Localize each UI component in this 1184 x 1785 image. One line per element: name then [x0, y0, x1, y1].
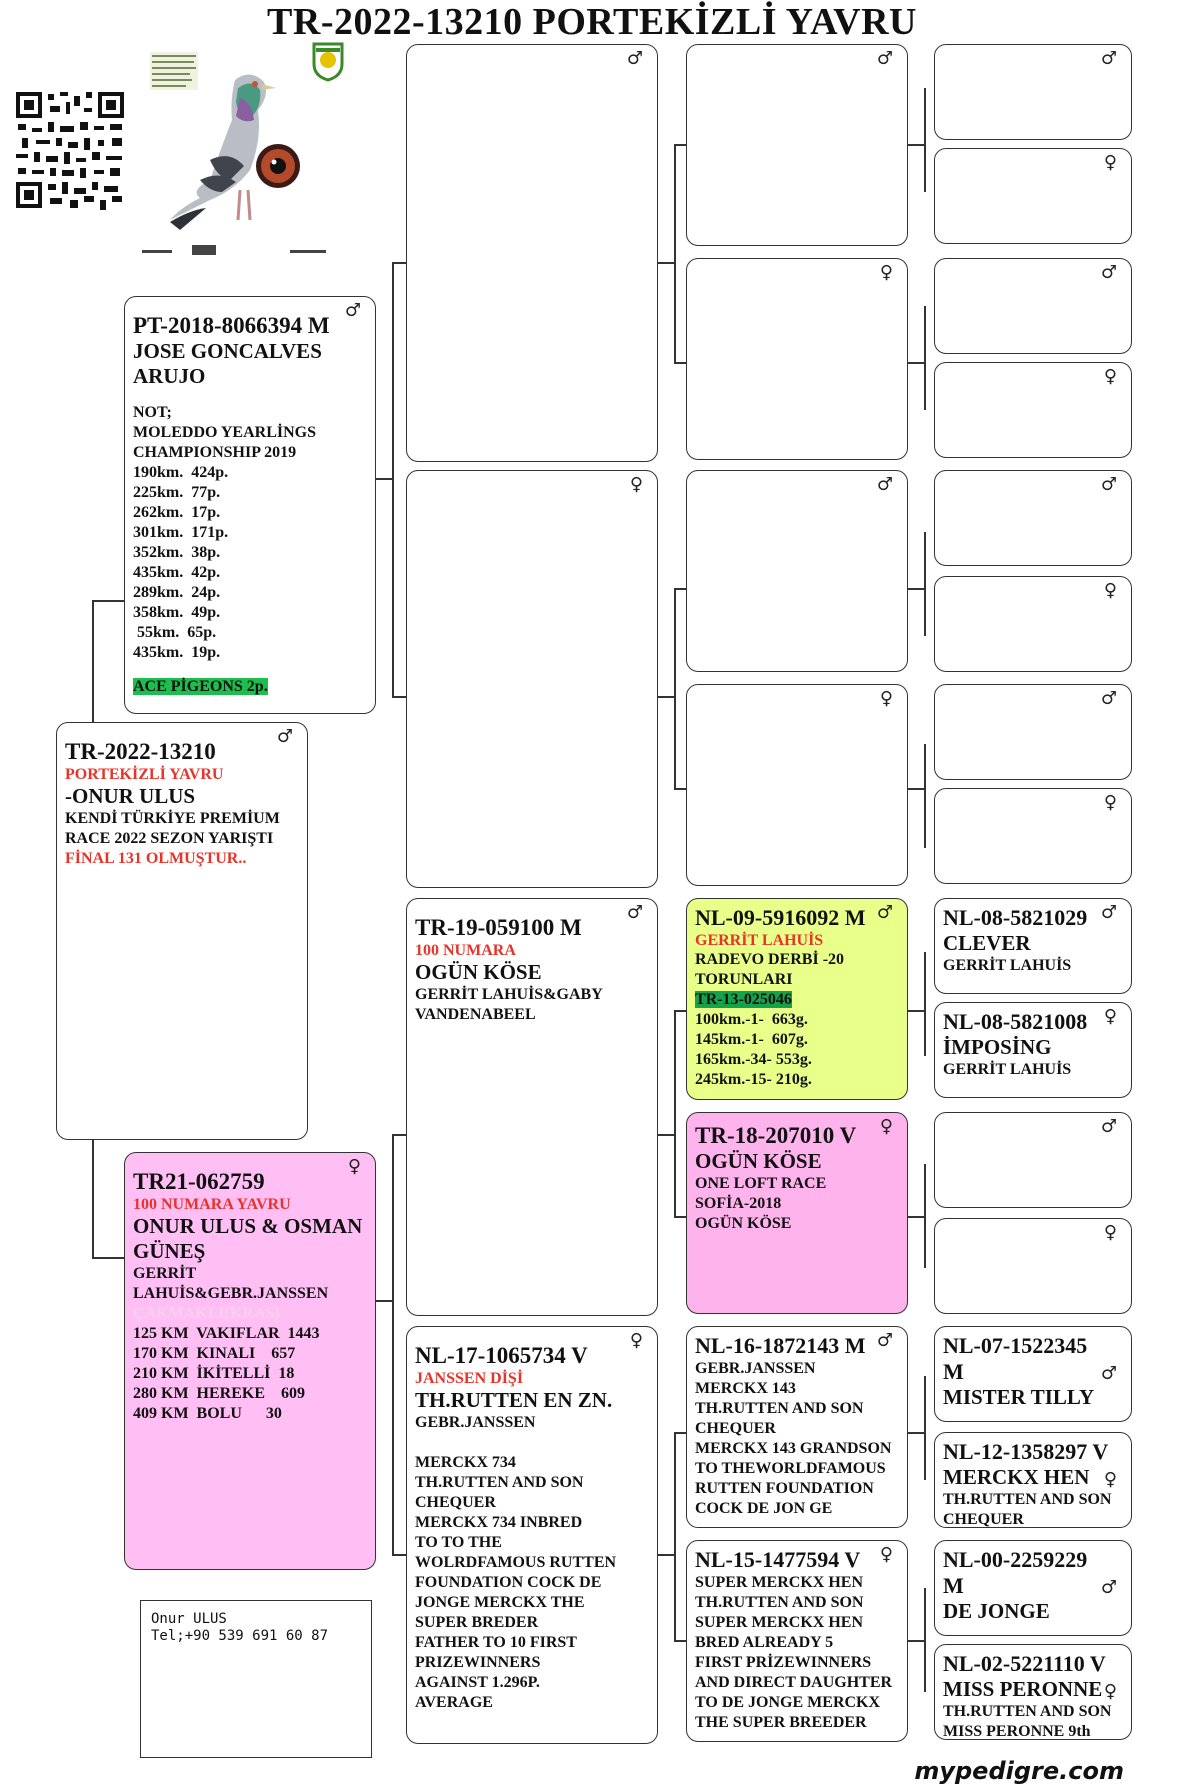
gen4-card-6	[934, 576, 1132, 672]
female-icon: ♀	[879, 262, 893, 283]
dam-dam-red: JANSSEN DİŞİ	[415, 1370, 524, 1387]
gen3-card-6	[686, 1112, 908, 1314]
gen4-10-info: GERRİT LAHUİS	[943, 1061, 1072, 1078]
female-icon: ♀	[1103, 366, 1117, 387]
female-icon: ♀	[1103, 792, 1117, 813]
gen4-card-9	[934, 898, 1132, 994]
sire-sire-card	[406, 44, 658, 462]
gen4-15-name: DE JONGE	[943, 1599, 1050, 1623]
gen4-card-8	[934, 788, 1132, 884]
gen4-card-16	[934, 1644, 1132, 1740]
gen4-card-5	[934, 470, 1132, 566]
sire-name: JOSE GONCALVES ARUJO	[133, 339, 322, 388]
gen4-16-info: TH.RUTTEN AND SON MISS PERONNE 9th	[943, 1703, 1112, 1740]
footer-brand[interactable]: mypedigre.com	[914, 1757, 1124, 1785]
gen4-15-ring: NL-00-2259229 M	[943, 1547, 1088, 1598]
female-icon: ♀	[1103, 152, 1117, 173]
gen3-5-info2: 100km.-1- 663g. 145km.-1- 607g. 165km.-34- 553g. 245km.-15- 210g.	[695, 1011, 812, 1088]
gen3-5-info1: RADEVO DERBİ -20 TORUNLARI	[695, 951, 845, 988]
gen4-card-7	[934, 684, 1132, 780]
female-icon: ♀	[879, 1544, 893, 1565]
male-icon: ♂	[276, 726, 293, 747]
gen3-7-ring: NL-16-1872143 M	[695, 1333, 866, 1358]
female-icon: ♀	[879, 1116, 893, 1137]
subject-red-label: PORTEKİZLİ YAVRU	[65, 766, 224, 783]
gen3-6-name: OGÜN KÖSE	[695, 1149, 822, 1173]
gen3-card-2	[686, 258, 908, 460]
gen3-card-3	[686, 470, 908, 672]
gen4-card-14	[934, 1432, 1132, 1528]
gen3-card-1	[686, 44, 908, 246]
gen4-9-name: CLEVER	[943, 931, 1031, 955]
gen4-card-11	[934, 1112, 1132, 1208]
gen4-card-10	[934, 1002, 1132, 1098]
male-icon: ♂	[1100, 1363, 1117, 1384]
dam-sire-ring: TR-19-059100 M	[415, 915, 582, 940]
sire-ring: PT-2018-8066394 M	[133, 313, 330, 338]
sire-dam-card	[406, 470, 658, 888]
male-icon: ♂	[876, 902, 893, 923]
dam-dam-ring: NL-17-1065734 V	[415, 1343, 588, 1368]
subject-final: FİNAL 131 OLMUŞTUR..	[65, 850, 247, 867]
gen4-16-ring: NL-02-5221110 V	[943, 1651, 1106, 1676]
gen4-card-13	[934, 1326, 1132, 1422]
gen4-13-name: MISTER TILLY	[943, 1385, 1095, 1409]
dam-results: 125 KM VAKIFLAR 1443 170 KM KINALI 657 210 KM İKİTELLİ 18 280 KM HEREKE 609 409 KM BOLU 30	[133, 1325, 320, 1422]
dam-red-label: 100 NUMARA YAVRU	[133, 1196, 291, 1213]
gen4-card-4	[934, 362, 1132, 458]
female-icon: ♀	[629, 474, 643, 495]
male-icon: ♂	[1100, 1116, 1117, 1137]
female-icon: ♀	[347, 1156, 361, 1177]
gen3-8-info: SUPER MERCKX HEN TH.RUTTEN AND SON SUPER MERCKX HEN BRED ALREADY 5 FIRST PRİZEWINNERS AND DIRECT DAUGHTER TO DE JONGE MERCKX THE SUPER BREEDER	[695, 1574, 893, 1731]
male-icon: ♂	[626, 902, 643, 923]
gen4-card-12	[934, 1218, 1132, 1314]
male-icon: ♂	[1100, 688, 1117, 709]
gen4-16-name: MISS PERONNE	[943, 1677, 1103, 1701]
dam-sire-card	[406, 898, 658, 1316]
gen3-5-red: GERRİT LAHUİS	[695, 932, 824, 949]
male-icon: ♂	[1100, 48, 1117, 69]
dam-dam-info: GEBR.JANSSEN MERCKX 734 TH.RUTTEN AND SON CHEQUER MERCKX 734 INBRED TO TO THE WOLRDFAMOUS RUTTEN FOUNDATION COCK DE JONGE MERCKX THE SUPER BREDER FATHER TO 10 FIRST PRIZEWINNERS AGAINST 1.296P. AVERAGE	[415, 1414, 617, 1711]
dam-dam-card	[406, 1326, 658, 1744]
sire-card	[124, 296, 376, 714]
sire-highlight: ACE PİGEONS 2p.	[133, 678, 268, 695]
gen3-6-ring: TR-18-207010 V	[695, 1123, 857, 1148]
dam-sire-name: OGÜN KÖSE	[415, 960, 542, 984]
gen4-10-ring: NL-08-5821008	[943, 1009, 1088, 1034]
male-icon: ♂	[876, 1330, 893, 1351]
dam-ring: TR21-062759	[133, 1169, 265, 1194]
gen4-14-info: TH.RUTTEN AND SON CHEQUER	[943, 1491, 1112, 1528]
female-icon: ♀	[1103, 1006, 1117, 1027]
gen3-6-info: ONE LOFT RACE SOFİA-2018 OGÜN KÖSE	[695, 1175, 827, 1232]
subject-card	[56, 722, 308, 1140]
qr-code-icon	[14, 88, 126, 214]
sire-info: NOT; MOLEDDO YEARLİNGS CHAMPIONSHIP 2019 190km. 424p. 225km. 77p. 262km. 17p. 301km. 171p. 352km. 38p. 435km. 42p. 289km. 24p. 358km. 49p. 55km. 65p. 435km. 19p.	[133, 404, 316, 661]
gen4-card-3	[934, 258, 1132, 354]
gen3-card-5	[686, 898, 908, 1100]
gen4-card-1	[934, 44, 1132, 140]
dam-sire-red: 100 NUMARA	[415, 942, 516, 959]
dam-card	[124, 1152, 376, 1570]
gen4-10-name: İMPOSİNG	[943, 1035, 1052, 1059]
subject-name: -ONUR ULUS	[65, 784, 196, 808]
dam-sire-info: GERRİT LAHUİS&GABY VANDENABEEL	[415, 986, 603, 1023]
club-logo-icon	[310, 40, 346, 82]
gen4-card-15	[934, 1540, 1132, 1636]
gen3-7-info: GEBR.JANSSEN MERCKX 143 TH.RUTTEN AND SON CHEQUER MERCKX 143 GRANDSON TO THEWORLDFAMOUS RUTTEN FOUNDATION COCK DE JON GE	[695, 1360, 892, 1517]
female-icon: ♀	[1103, 1681, 1117, 1702]
page-title: TR-2022-13210 PORTEKİZLİ YAVRU	[267, 1, 917, 43]
male-icon: ♂	[344, 300, 361, 321]
gen4-14-ring: NL-12-1358297 V	[943, 1439, 1109, 1464]
male-icon: ♂	[1100, 1577, 1117, 1598]
gen3-card-7	[686, 1326, 908, 1528]
male-icon: ♂	[876, 474, 893, 495]
dam-info: GERRİT LAHUİS&GEBR.JANSSEN	[133, 1265, 329, 1302]
male-icon: ♂	[1100, 262, 1117, 283]
subject-ring: TR-2022-13210	[65, 739, 216, 764]
gen4-9-info: GERRİT LAHUİS	[943, 957, 1072, 974]
female-icon: ♀	[879, 688, 893, 709]
gen4-14-name: MERCKX HEN	[943, 1465, 1090, 1489]
gen3-card-4	[686, 684, 908, 886]
gen3-card-8	[686, 1540, 908, 1742]
gen3-5-highlight: TR-13-025046	[695, 991, 792, 1008]
male-icon: ♂	[1100, 902, 1117, 923]
dam-ghost: ÇAKMAKLI(KRAS)	[133, 1305, 280, 1322]
gen3-8-ring: NL-15-1477594 V	[695, 1547, 861, 1572]
male-icon: ♂	[626, 48, 643, 69]
female-icon: ♀	[1103, 580, 1117, 601]
gen4-card-2	[934, 148, 1132, 244]
gen4-13-ring: NL-07-1522345 M	[943, 1333, 1088, 1384]
gen3-5-ring: NL-09-5916092 M	[695, 905, 866, 930]
subject-info: KENDİ TÜRKİYE PREMİUM RACE 2022 SEZON YARIŞTI	[65, 810, 280, 847]
female-icon: ♀	[1103, 1222, 1117, 1243]
female-icon: ♀	[1103, 1469, 1117, 1490]
contact-info: Onur ULUS Tel;+90 539 691 60 87	[140, 1600, 372, 1758]
gen4-9-ring: NL-08-5821029	[943, 905, 1088, 930]
male-icon: ♂	[876, 48, 893, 69]
female-icon: ♀	[629, 1330, 643, 1351]
dam-dam-name: TH.RUTTEN EN ZN.	[415, 1388, 613, 1412]
dam-name: ONUR ULUS & OSMAN GÜNEŞ	[133, 1214, 363, 1263]
male-icon: ♂	[1100, 474, 1117, 495]
